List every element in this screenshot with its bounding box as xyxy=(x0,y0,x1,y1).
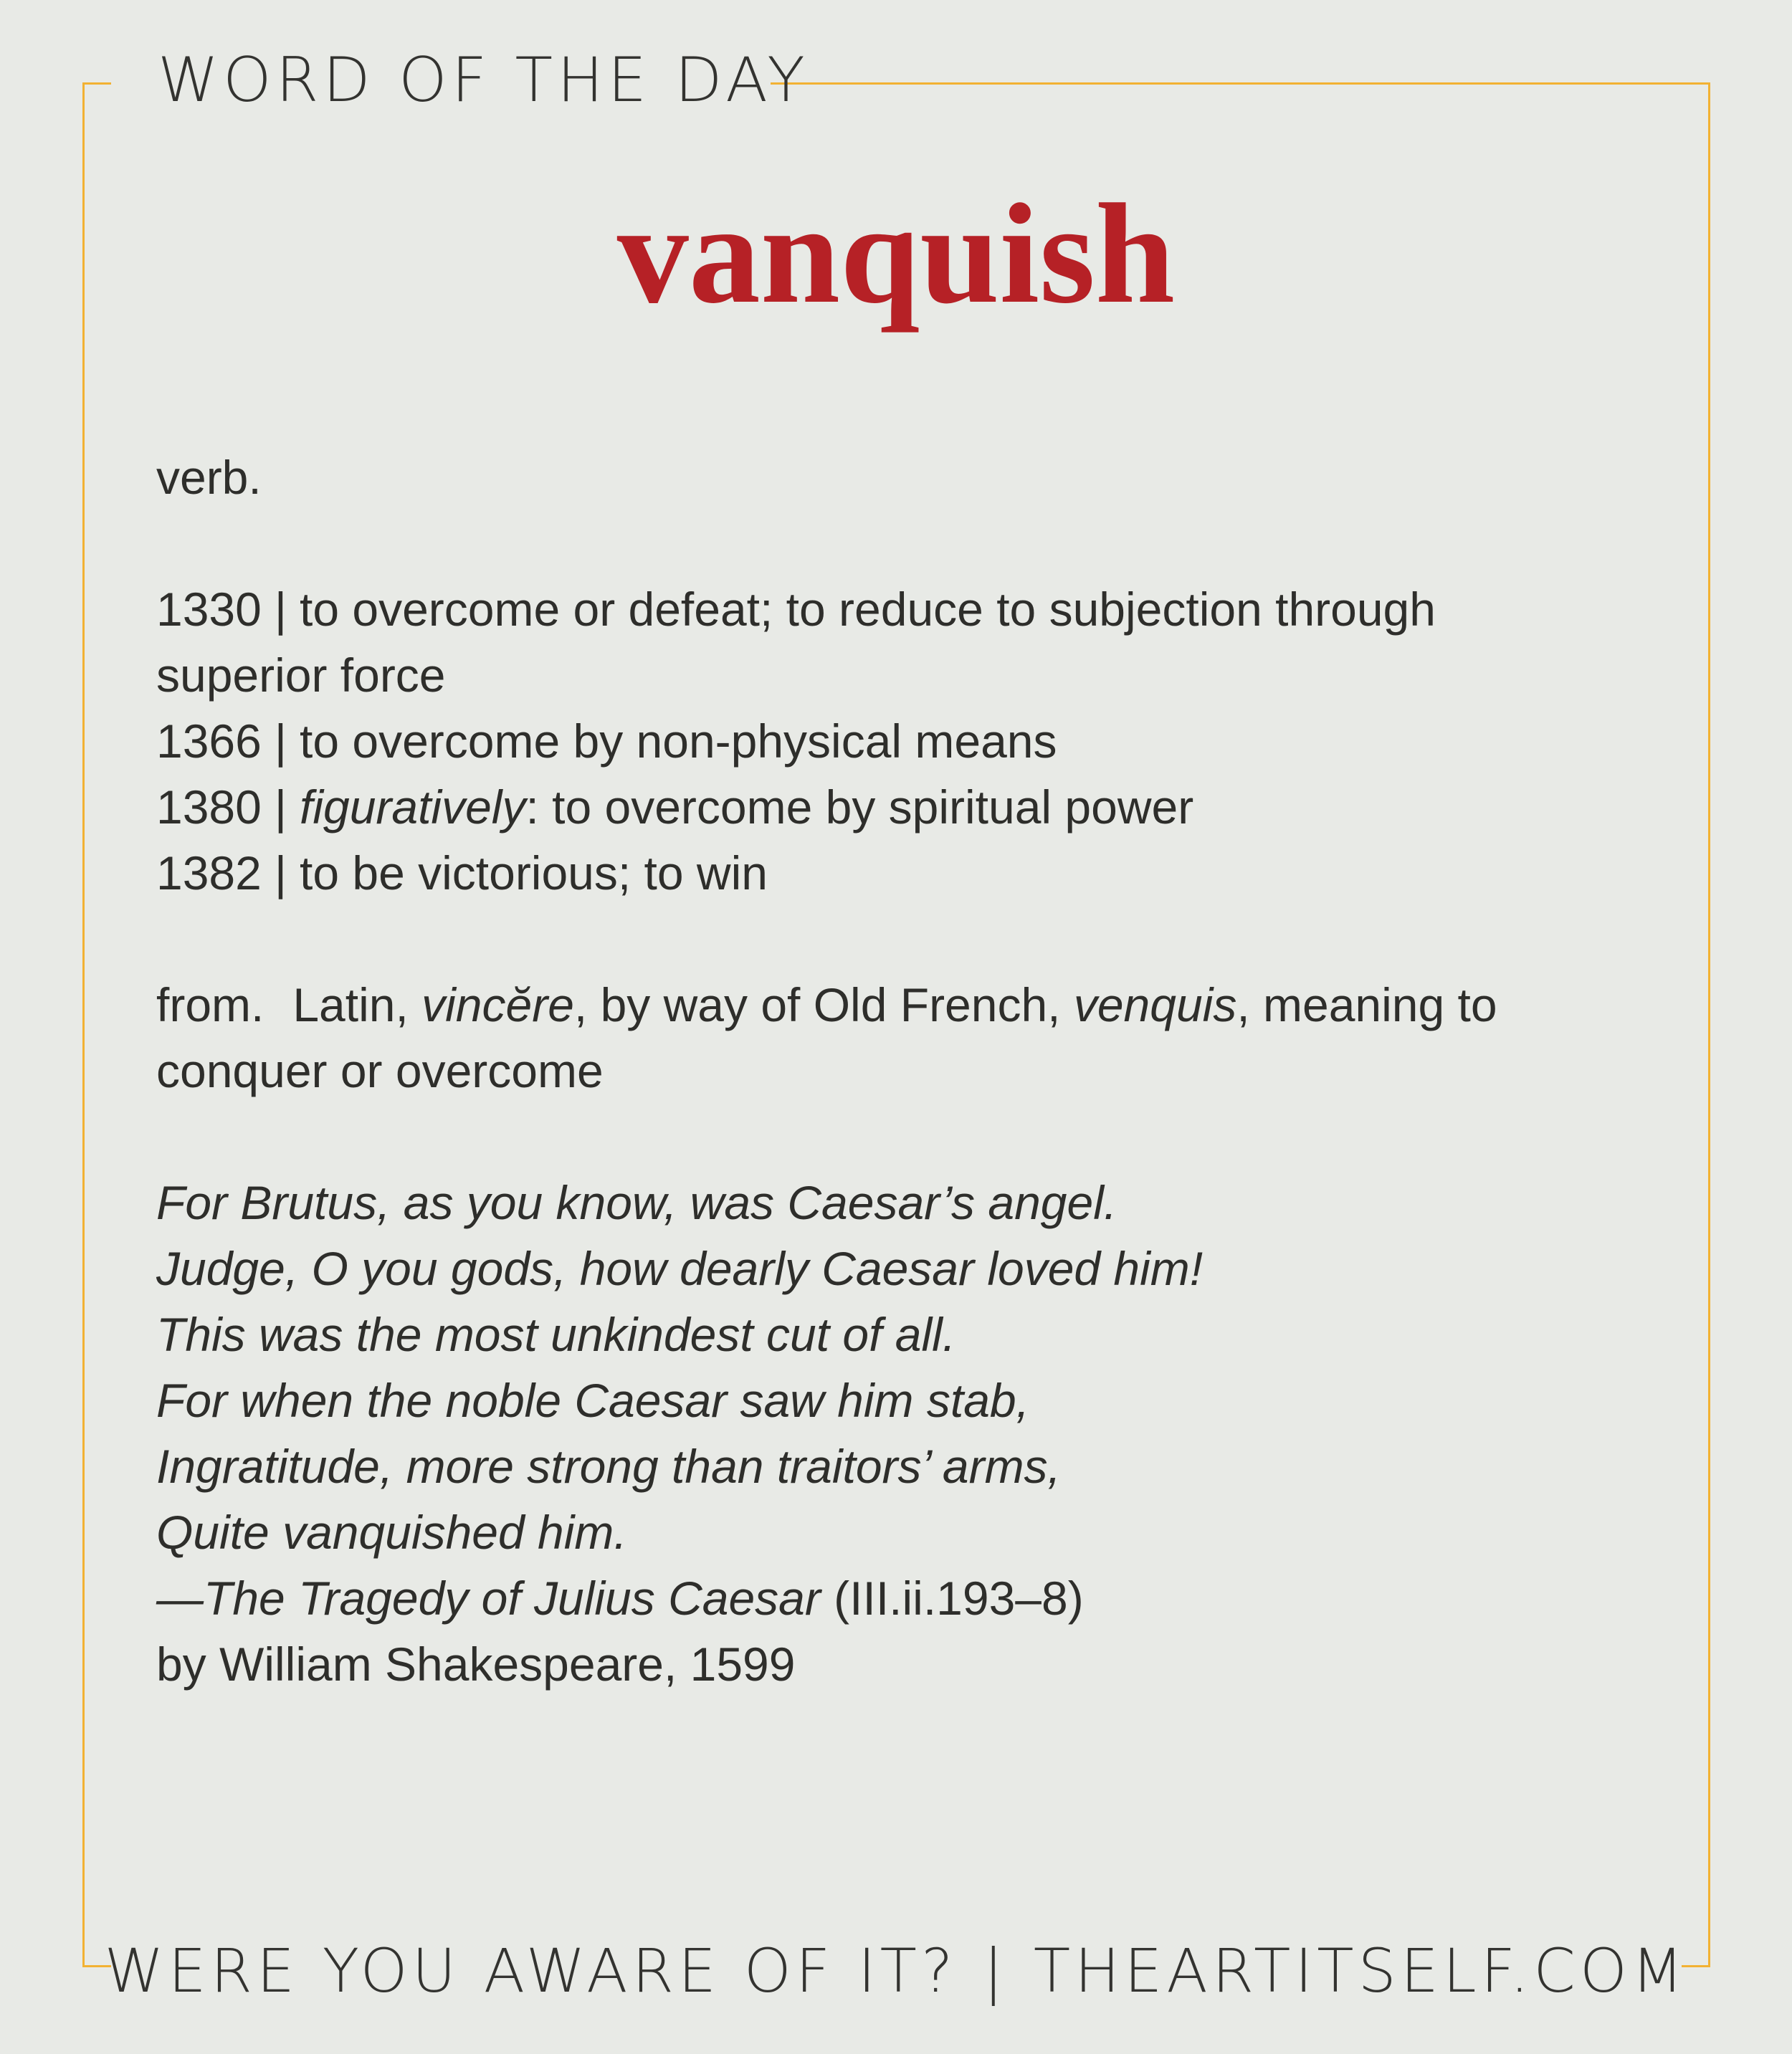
quote-source xyxy=(156,1565,1662,1631)
frame-right-line xyxy=(1708,82,1710,1967)
headword: vanquish xyxy=(616,175,1176,333)
etymology-text: , meaning to xyxy=(1236,978,1497,1031)
frame-top-left-line xyxy=(82,82,111,85)
etymology-continued: conquer or overcome xyxy=(156,1044,604,1097)
quote-dash: — xyxy=(156,1572,204,1625)
quote-line: This was the most unkindest cut of all. xyxy=(156,1308,956,1361)
definition-1 xyxy=(156,576,1662,642)
definition-year: 1380 xyxy=(156,780,262,833)
quote-work-title: The Tragedy of Julius Caesar xyxy=(204,1572,821,1625)
quote-line: Quite vanquished him. xyxy=(156,1506,627,1559)
footer-website: THEARTITSELF.COM xyxy=(1033,1936,1688,2006)
definition-year: 1382 xyxy=(156,846,262,899)
definition-year: 1366 xyxy=(156,715,262,768)
spacer xyxy=(156,1104,1662,1170)
entry-content xyxy=(156,444,1662,1697)
definition-separator: | xyxy=(274,715,287,768)
definition-text: : to overcome by spiritual power xyxy=(525,780,1194,833)
quote-line: Judge, O you gods, how dearly Caesar loved him! xyxy=(156,1242,1204,1295)
spacer xyxy=(156,906,1662,972)
definition-separator: | xyxy=(274,780,287,833)
quote-line: For Brutus, as you know, was Caesar’s angel. xyxy=(156,1176,1117,1229)
quote-line: Ingratitude, more strong than traitors’ arms, xyxy=(156,1440,1061,1493)
frame-left-line xyxy=(82,82,85,1967)
footer-tagline: WERE YOU AWARE OF IT? xyxy=(104,1936,958,2006)
definition-text: to overcome or defeat; to reduce to subjection through xyxy=(299,583,1436,636)
quote-attribution: by William Shakespeare, 1599 xyxy=(156,1638,796,1691)
etymology-text: , by way of Old French, xyxy=(573,978,1074,1031)
etymology-french-word: venquis xyxy=(1073,978,1237,1031)
part-of-speech: verb. xyxy=(156,451,262,504)
footer-separator: | xyxy=(983,1936,1008,2006)
page-title: WORD OF THE DAY xyxy=(158,44,809,116)
quote-reference: (III.ii.193–8) xyxy=(820,1572,1084,1625)
footer xyxy=(0,1935,1792,2007)
definition-separator: | xyxy=(274,583,287,636)
etymology-label: from. xyxy=(156,978,264,1031)
quote-line: For when the noble Caesar saw him stab, xyxy=(156,1374,1029,1427)
definition-2 xyxy=(156,708,1662,774)
definition-text: to overcome by non-physical means xyxy=(299,715,1057,768)
spacer xyxy=(156,510,1662,576)
etymology-latin-word: vincĕre xyxy=(421,978,574,1031)
definition-3 xyxy=(156,774,1662,840)
etymology xyxy=(156,972,1662,1038)
definition-label: figuratively xyxy=(299,780,526,833)
definition-separator: | xyxy=(274,846,287,899)
definition-year: 1330 xyxy=(156,583,262,636)
frame-top-right-line xyxy=(771,82,1710,85)
definition-text: to be victorious; to win xyxy=(299,846,768,899)
definition-1-continued: superior force xyxy=(156,649,446,702)
etymology-text: Latin, xyxy=(292,978,422,1031)
definition-4 xyxy=(156,840,1662,906)
